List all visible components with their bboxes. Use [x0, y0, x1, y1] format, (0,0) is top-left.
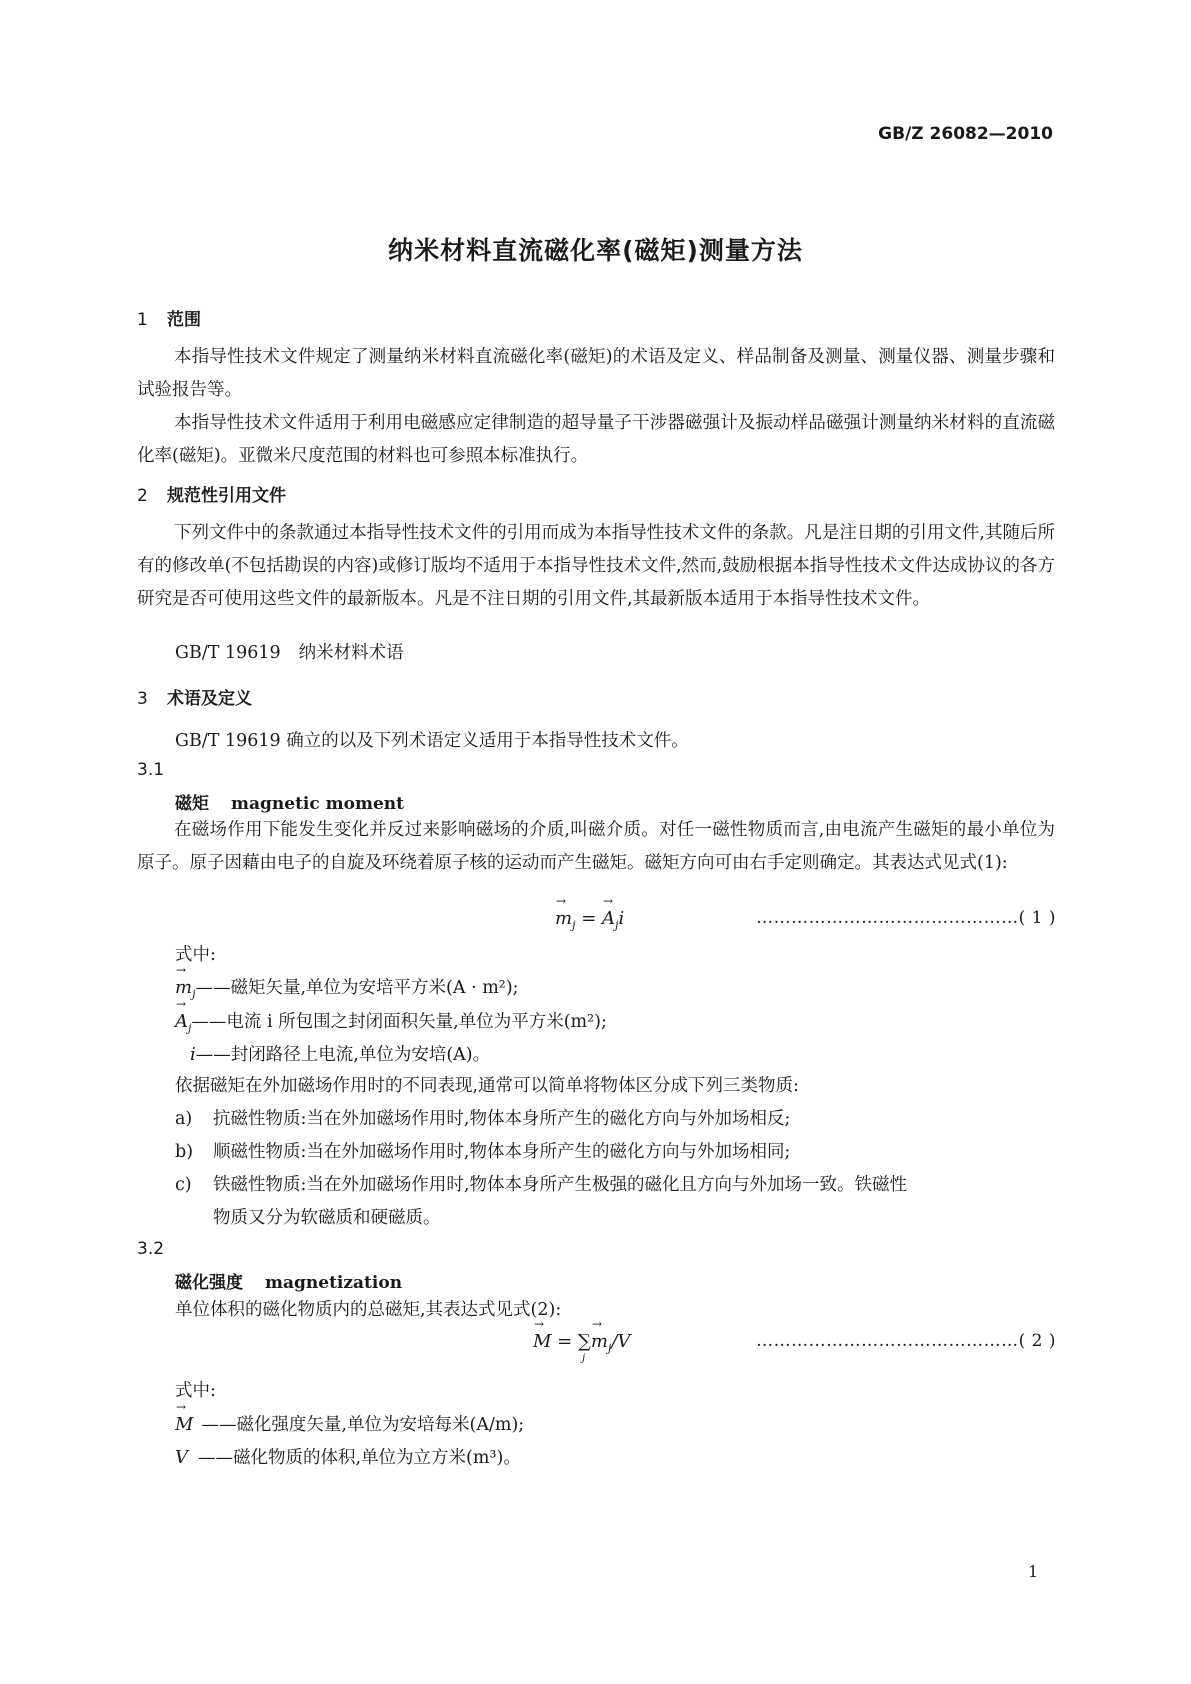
normative-reference	[175, 639, 404, 664]
list-item-b	[175, 1138, 790, 1163]
variable-m: → $m_j——$磁矩矢量,单位为安培平方米(A · m²);	[175, 974, 519, 1001]
dot-leader: ………………………………………	[756, 908, 1019, 928]
section-3-intro: GB/T 19619 确立的以及下列术语定义适用于本指导性技术文件。	[175, 731, 689, 751]
section-2-paragraph: 下列文件中的条款通过本指导性技术文件的引用而成为本指导性技术文件的条款。凡是注日期的引用文件,其随后所有的修改单(不包括勘误的内容)或修订版均不适用于本指导性技术文件,然而,鼓励根据本指导性技术文件达成协议的各方研究是否可使用这些文件的最新版本。凡是不注日期的引用文件,其最新版本适用于本指导性技术文件。	[137, 523, 1055, 609]
list-label: b)	[175, 1142, 194, 1162]
variable-M: → M ——磁化强度矢量,单位为安培每米(A/m);	[175, 1411, 524, 1436]
dot-leader: ………………………………………	[756, 1331, 1019, 1351]
variable-V: V ——磁化物质的体积,单位为立方米(m³)。	[175, 1447, 521, 1468]
list-label: a)	[175, 1109, 193, 1129]
variable-i-desc: ——封闭路径上电流,单位为安培(A)。	[195, 1045, 491, 1065]
section-number: 2	[137, 486, 148, 506]
list-text: 抗磁性物质:当在外加磁场作用时,物体本身所产生的磁化方向与外加场相反;	[213, 1109, 791, 1129]
term-3-2-definition: 单位体积的磁化物质内的总磁矩,其表达式见式(2):	[175, 1300, 562, 1320]
document-title: 纳米材料直流磁化率(磁矩)测量方法	[388, 236, 803, 265]
list-text: 铁磁性物质:当在外加磁场作用时,物体本身所产生极强的磁化且方向与外加场一致。铁磁性	[213, 1175, 907, 1195]
term-3-1-definition: 在磁场作用下能发生变化并反过来影响磁场的介质,叫磁介质。对任一磁性物质而言,由电流产生磁矩的最小单位为原子。原子因藉由电子的自旋及环绕着原子核的运动而产生磁矩。磁矩方向可由右手定则确定。其表达式见式(1):	[137, 820, 1055, 873]
list-label: c)	[175, 1175, 192, 1195]
term-chinese: 磁矩	[175, 794, 209, 814]
where-label: 式中:	[175, 945, 216, 965]
section-number: 3	[137, 689, 148, 709]
standard-code: GB/Z 26082—2010	[878, 124, 1053, 144]
list-item-c-continued: 物质又分为软磁质和硬磁质。	[213, 1208, 441, 1228]
equation-2: → M = ∑ j → $m_j/V$	[533, 1331, 630, 1355]
variable-M-desc: ——磁化强度矢量,单位为安培每米(A/m);	[201, 1415, 525, 1435]
term-chinese: 磁化强度	[175, 1273, 243, 1293]
list-text: 顺磁性物质:当在外加磁场作用时,物体本身所产生的磁化方向与外加场相同;	[213, 1142, 791, 1162]
variable-m-desc: ——磁矩矢量,单位为安培平方米(A · m²);	[195, 978, 519, 998]
equation-label: ( 2 )	[1018, 1331, 1056, 1351]
section-title: 规范性引用文件	[167, 486, 286, 506]
list-item-a	[175, 1105, 790, 1130]
equation-label: ( 1 )	[1018, 908, 1056, 928]
section-title: 范围	[167, 310, 201, 330]
reference-code: GB/T 19619	[175, 643, 281, 663]
term-3-1-number: 3.1	[137, 760, 165, 780]
term-3-2-number: 3.2	[137, 1239, 165, 1259]
section-number: 1	[137, 310, 148, 330]
reference-title: 纳米材料术语	[298, 643, 404, 663]
equation-1: → $m_j$ = → $A_ji$	[555, 908, 624, 932]
classification-intro: 依据磁矩在外加磁场作用时的不同表现,通常可以简单将物体区分成下列三类物质:	[175, 1076, 799, 1096]
variable-V-desc: ——磁化物质的体积,单位为立方米(m³)。	[198, 1448, 521, 1468]
term-3-1-heading	[175, 789, 404, 814]
equation-1-number	[716, 908, 1056, 928]
section-1-paragraph-1: 本指导性技术文件规定了测量纳米材料直流磁化率(磁矩)的术语及定义、样品制备及测量、测量仪器、测量步骤和试验报告等。	[137, 347, 1055, 400]
section-3-heading	[137, 684, 252, 709]
term-english: magnetic moment	[231, 794, 404, 814]
section-2-heading	[137, 481, 286, 506]
section-1-heading	[137, 305, 201, 330]
equation-2-number	[716, 1331, 1056, 1351]
section-1-paragraph-2: 本指导性技术文件适用于利用电磁感应定律制造的超导量子干涉器磁强计及振动样品磁强计测量纳米材料的直流磁化率(磁矩)。亚微米尺度范围的材料也可参照本标准执行。	[137, 413, 1055, 466]
term-3-2-heading	[175, 1268, 402, 1293]
variable-i: i——封闭路径上电流,单位为安培(A)。	[190, 1044, 491, 1065]
variable-a: → $A_j——$电流 i 所包围之封闭面积矢量,单位为平方米(m²);	[175, 1008, 607, 1035]
section-title: 术语及定义	[167, 689, 252, 709]
list-item-c	[175, 1171, 907, 1196]
variable-a-desc: ——电流 i 所包围之封闭面积矢量,单位为平方米(m²);	[191, 1012, 607, 1032]
term-english: magnetization	[265, 1273, 403, 1293]
page-number: 1	[1028, 1562, 1039, 1581]
where-label: 式中:	[175, 1381, 216, 1401]
